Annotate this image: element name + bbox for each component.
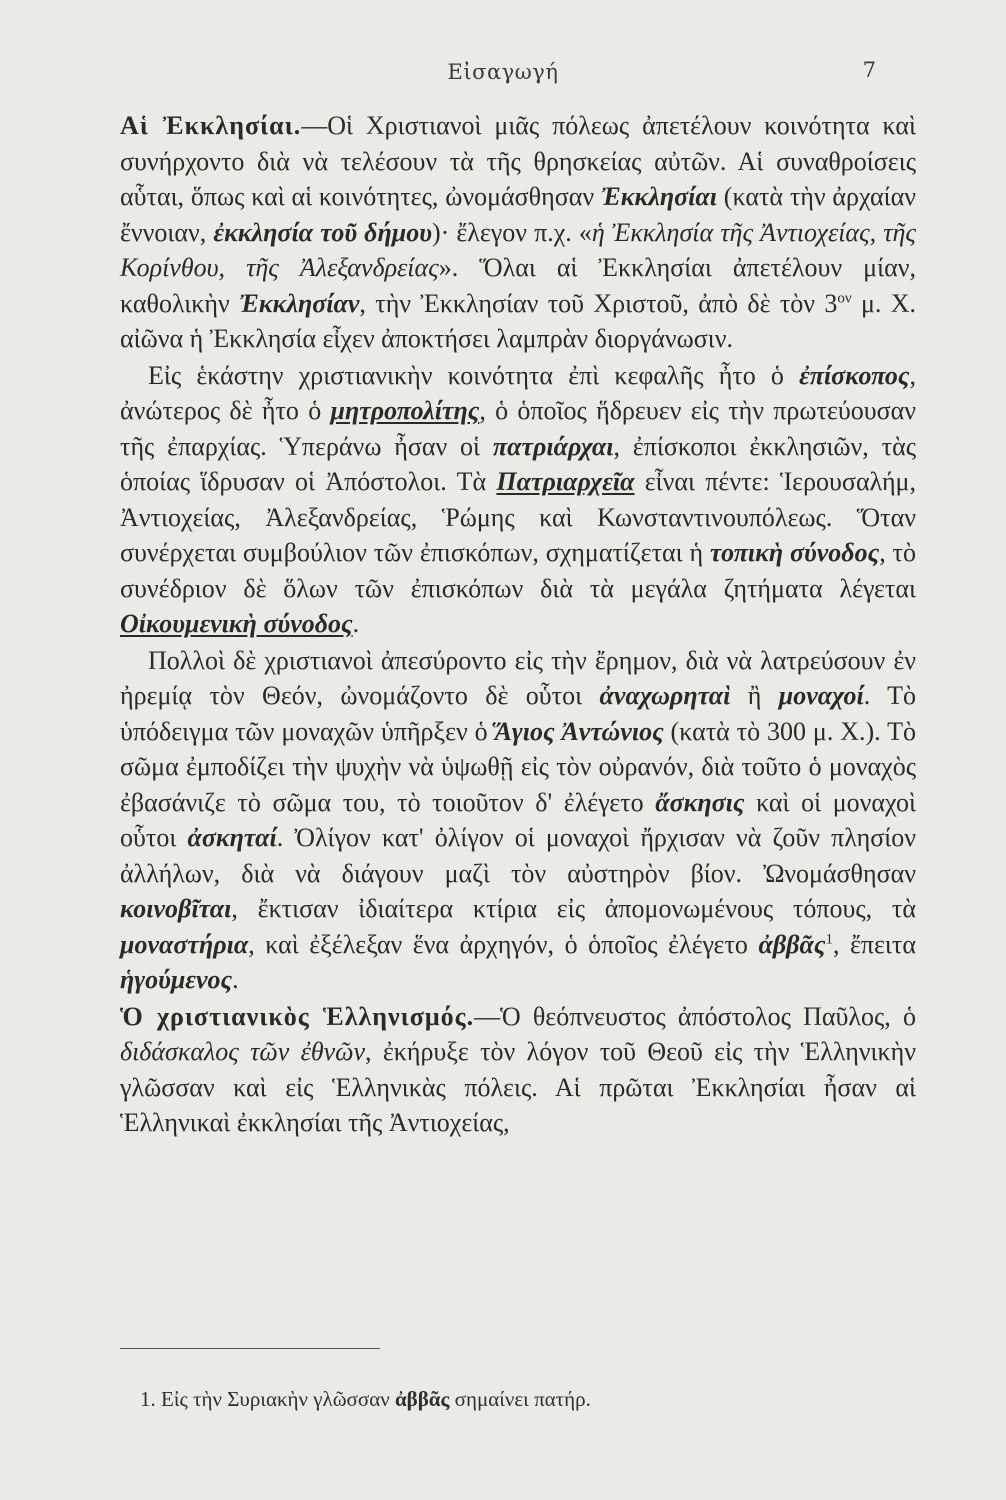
text-run: καὶ οἱ μοναχοὶ οὗτοι xyxy=(120,787,916,852)
paragraph-churches xyxy=(120,108,916,357)
section-heading-hellenism: Ὁ χριστιανικὸς Ἑλληνισμός. xyxy=(120,1001,475,1031)
bold-term: ἐπίσκοπος xyxy=(799,360,910,390)
text-run: Πολλοὶ δὲ χριστιανοὶ ἀπεσύροντο εἰς τὴν ἔρημον, διὰ νὰ λατρεύσουν ἐν ἠρεμίᾳ τὸν Θεόν, ὠνομάζοντο δὲ οὗτοι xyxy=(120,645,916,710)
text-run: (κατὰ τὸ 300 μ. Χ.). Τὸ σῶμα ἐμποδίζει τὴν ψυχὴν νὰ ὑψωθῇ εἰς τὸν οὐρανόν, διὰ τοῦτο ὁ μοναχὸς ἐβασάνιζε τὸ σῶμα του, τὸ τοιοῦτον δ' ἐλέγετο xyxy=(120,716,916,817)
section-heading-churches: Αἱ Ἐκκλησίαι. xyxy=(120,111,302,140)
text-run: , τὸ συνέδριον δὲ ὅλων τῶν ἐπισκόπων διὰ τὰ μεγάλα ζητήματα λέγεται xyxy=(120,538,916,603)
text-run: , ὁ ὁποῖος ἥδρευεν εἰς τὴν πρωτεύουσαν τῆς ἐπαρχίας. Ὑπεράνω ἦσαν οἱ xyxy=(120,396,916,461)
text-run: —Οἱ Χριστιανοὶ μιᾶς πόλεως ἀπετέλουν κοινότητα καὶ συνήρχοντο διὰ νὰ τελέσουν τὰ τῆς θρησκείας αὐτῶν. Αἱ συναθροίσεις αὗται, ὅπως καὶ αἱ κοινότητες, ὠνομάσθησαν xyxy=(120,111,916,211)
text-run: . Ὀλίγον κατ' ὀλίγον οἱ μοναχοὶ ἤρχισαν νὰ ζοῦν πλησίον ἀλλήλων, διὰ νὰ διάγουν μαζὶ τὸν αὐστηρὸν βίον. Ὠνομάσθησαν xyxy=(120,823,916,888)
bold-term: μοναστήρια xyxy=(120,929,249,959)
text-run: , ἐπίσκοποι ἐκκλησιῶν, τὰς ὁποίας ἵδρυσαν οἱ Ἀπόστολοι. Τὰ xyxy=(120,431,916,496)
bold-term: ἄσκησις xyxy=(655,787,745,817)
main-text xyxy=(120,108,916,1141)
italic-quote: ἡ Ἐκκλησία τῆς Ἀντιοχείας, τῆς Κορίνθου, τῆς Ἀλεξανδρείας xyxy=(120,217,916,282)
bold-term: Ἐκκλησίαι xyxy=(600,182,717,211)
italic-phrase: διδάσκαλος τῶν ἐθνῶν xyxy=(120,1037,366,1066)
text-run: , καὶ ἐξέλεξαν ἕνα ἀρχηγόν, ὁ ὁποῖος ἐλέγετο xyxy=(248,929,759,959)
text-run: )· ἔλεγον π.χ. « xyxy=(431,217,592,247)
bold-term: Ἐκκλησίαν xyxy=(239,288,360,318)
text-run: , ἔπειτα xyxy=(832,929,916,959)
bold-term: μοναχοί xyxy=(778,681,864,710)
superscript: ον xyxy=(837,289,852,306)
text-run: , τὴν Ἐκκλησίαν τοῦ Χριστοῦ, ἀπὸ δὲ τὸν 3 xyxy=(359,288,838,318)
text-run: μ. Χ. αἰῶνα ἡ Ἐκκλησία εἶχεν ἀποκτήσει λαμπρὰν διοργάνωσιν. xyxy=(120,288,917,353)
footnote xyxy=(140,1385,916,1413)
bold-term: Πατριαρχεῖα xyxy=(496,467,635,496)
text-run: , ἀνώτερος δὲ ἦτο ὁ xyxy=(120,360,916,425)
footnote-divider xyxy=(120,1348,380,1349)
text-run: , ἔκτισαν ἰδιαίτερα κτίρια εἰς ἀπομονωμένους τόπους, τὰ xyxy=(231,894,916,923)
text-run: (κατὰ τὴν ἀρχαίαν ἔννοιαν, xyxy=(120,182,916,247)
text-run: . xyxy=(232,965,239,994)
paragraph-hierarchy xyxy=(120,358,916,642)
bold-term: ἀναχωρηταὶ xyxy=(599,681,731,710)
bold-term: κοινοβῖται xyxy=(120,894,232,923)
bold-term: ἀσκηταί xyxy=(187,823,277,852)
bold-term: πατριάρχαι xyxy=(492,431,614,461)
bold-term: ἡγούμενος xyxy=(120,965,233,994)
text-run: ». Ὅλαι αἱ Ἐκκλησίαι ἀπετέλουν μίαν, καθολικὴν xyxy=(120,253,916,318)
text-run: —Ὁ θεόπνευστος ἀπόστολος Παῦλος, ὁ xyxy=(474,1001,916,1031)
bold-term: Οἰκουμενικὴ σύνοδος xyxy=(120,609,353,638)
bold-term: τοπικὴ σύνοδος xyxy=(709,538,880,567)
text-run: Εἰς ἑκάστην χριστιανικὴν κοινότητα ἐπὶ κεφαλῆς ἦτο ὁ xyxy=(148,360,800,390)
paragraph-monks xyxy=(120,643,916,998)
bold-term: ἀββᾶς xyxy=(758,929,826,959)
bold-term: ἐκκλησία τοῦ δήμου xyxy=(213,217,432,247)
text-run: . Τὸ ὑπόδειγμα τῶν μοναχῶν ὑπῆρξεν ὁ xyxy=(120,681,916,746)
running-title: Εἰσαγωγή xyxy=(447,60,559,84)
paragraph-christian-hellenism xyxy=(120,999,916,1141)
page-number: 7 xyxy=(862,58,876,82)
text-run: , ἐκήρυξε τὸν λόγον τοῦ Θεοῦ εἰς τὴν Ἑλληνικὴν γλῶσσαν καὶ εἰς Ἑλληνικὰς πόλεις. Αἱ πρῶται Ἐκκλησίαι ἦσαν αἱ Ἑλληνικαὶ ἐκκλησίαι τῆς Ἀντιοχείας, xyxy=(120,1037,916,1137)
text-run: . xyxy=(352,609,360,638)
bold-term: μητροπολίτης xyxy=(330,396,480,425)
footnote-marker: 1 xyxy=(825,930,833,947)
text-run: ἢ xyxy=(730,681,779,710)
text-run: σημαίνει πατήρ. xyxy=(449,1387,591,1411)
bold-term: Ἅγιος Ἀντώνιος xyxy=(494,716,664,746)
text-run: εἶναι πέντε: Ἱερουσαλήμ, Ἀντιοχείας, Ἀλεξανδρείας, Ῥώμης καὶ Κωνσταντινουπόλεως. Ὅταν συνέρχεται συμβούλιον τῶν ἐπισκόπων, σχηματίζεται ἡ xyxy=(120,467,916,567)
bold-term: ἀββᾶς xyxy=(394,1387,450,1411)
text-run: 1. Εἰς τὴν Συριακὴν γλῶσσαν xyxy=(140,1387,395,1411)
